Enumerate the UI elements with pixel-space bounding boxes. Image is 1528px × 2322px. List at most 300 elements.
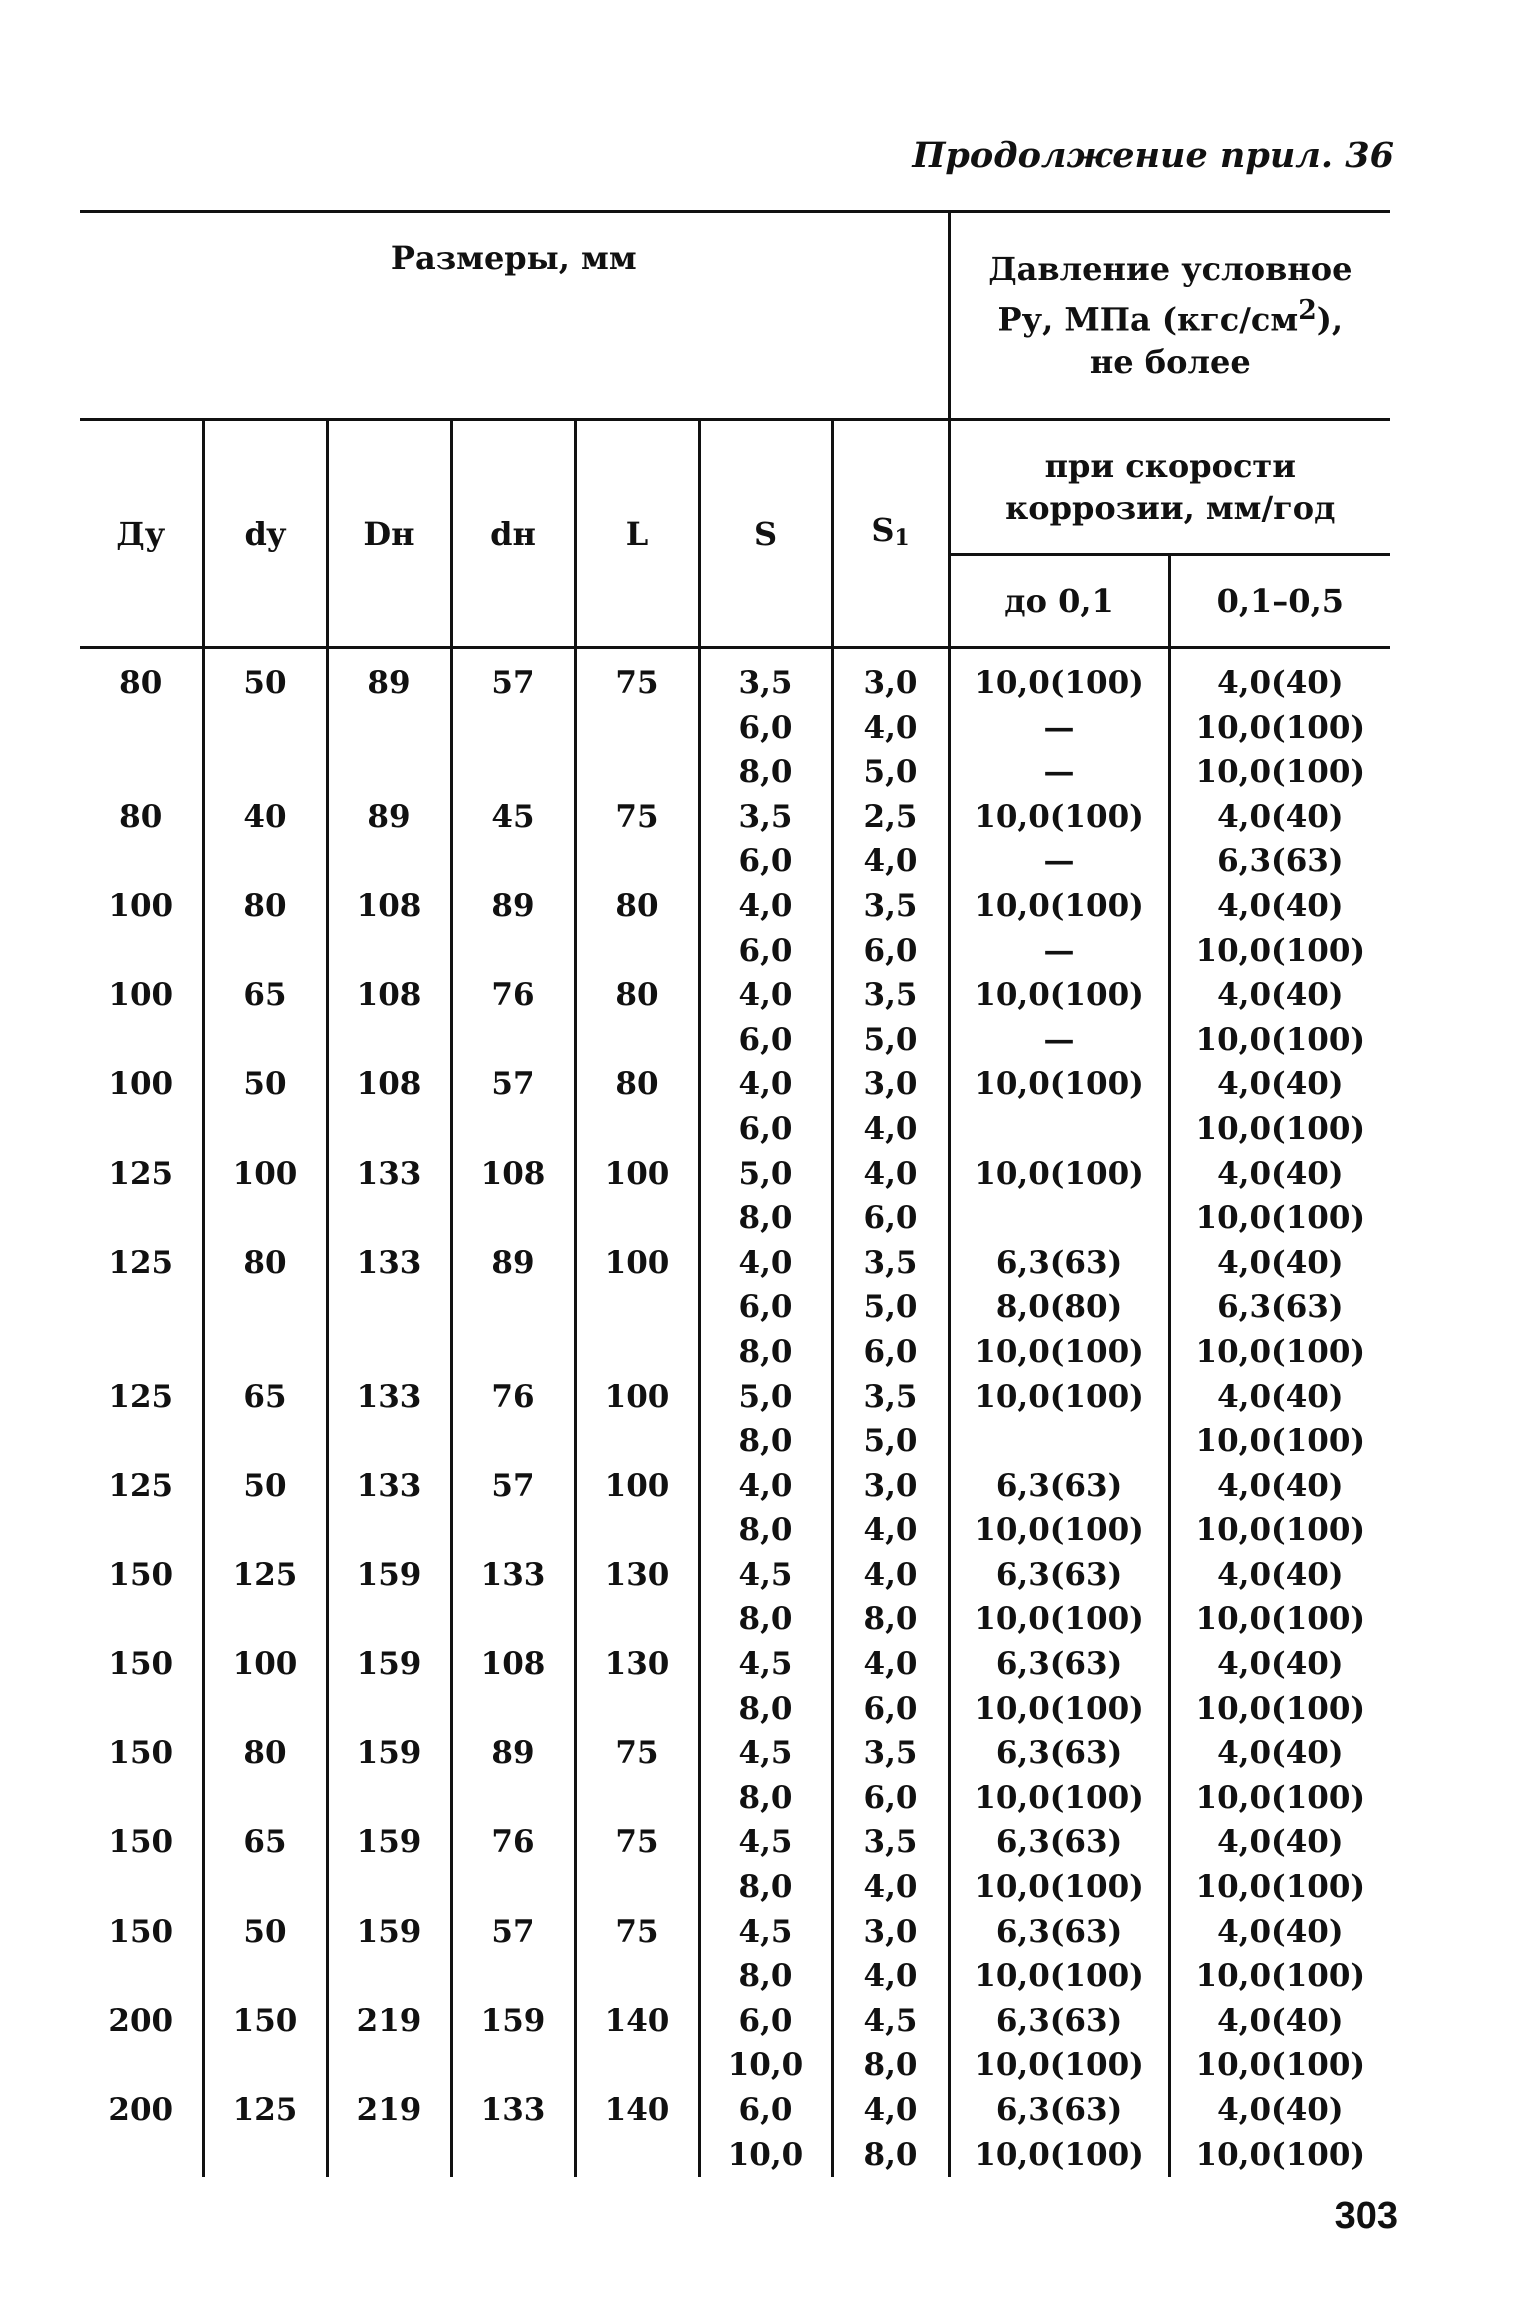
col-header-dn-big: Dн bbox=[327, 420, 451, 648]
cell-p-low: 6,3(63) bbox=[995, 2002, 1123, 2039]
cell-s1: 3,5 bbox=[863, 1824, 918, 1861]
cell-empty bbox=[80, 706, 202, 751]
cell-empty bbox=[329, 750, 450, 795]
cell-du: 100 bbox=[108, 977, 174, 1014]
cell-empty bbox=[577, 1865, 698, 1910]
cell-s1: 4,0 bbox=[863, 1869, 918, 1906]
cell-empty bbox=[453, 1776, 574, 1821]
cell-empty bbox=[80, 1597, 202, 1642]
cell-s: 10,0 bbox=[727, 2047, 804, 2084]
cell-s: 4,0 bbox=[738, 1244, 793, 1281]
cell-l: 140 bbox=[604, 2002, 670, 2039]
cell-s1: 3,0 bbox=[863, 1066, 918, 1103]
cell-p-high: 6,3(63) bbox=[1217, 1289, 1344, 1326]
cell-p-high: 4,0(40) bbox=[1217, 1467, 1344, 1504]
cell-l: 75 bbox=[615, 1735, 659, 1772]
cell-p-low: — bbox=[1043, 1021, 1075, 1058]
cell-s1: 4,0 bbox=[863, 1110, 918, 1147]
cell-l: 75 bbox=[615, 665, 659, 701]
cell-p-low: 10,0(100) bbox=[974, 1066, 1144, 1103]
cell-empty bbox=[577, 1285, 698, 1330]
cell-p-low: 6,3(63) bbox=[995, 1556, 1123, 1593]
cell-dy: 50 bbox=[243, 1913, 287, 1950]
cell-l: 100 bbox=[604, 1467, 670, 1504]
table-body bbox=[80, 648, 1390, 2178]
cell-p-high: 4,0(40) bbox=[1217, 1646, 1344, 1683]
cell-dy: 100 bbox=[232, 1646, 298, 1683]
cell-p-low: — bbox=[1043, 932, 1075, 969]
cell-empty bbox=[329, 1330, 450, 1375]
cell-p-low: 10,0(100) bbox=[974, 2047, 1144, 2084]
cell-du: 150 bbox=[108, 1735, 174, 1772]
cell-empty bbox=[577, 1018, 698, 1063]
cell-p-high: 6,3(63) bbox=[1217, 843, 1344, 880]
cell-p-high: 4,0(40) bbox=[1217, 2002, 1344, 2039]
header-sizes bbox=[80, 212, 949, 420]
cell-empty bbox=[577, 1330, 698, 1375]
cell-p-high: 10,0(100) bbox=[1195, 1200, 1366, 1237]
cell-empty bbox=[453, 1196, 574, 1241]
cell-empty bbox=[577, 839, 698, 884]
cell-p-low bbox=[951, 1196, 1168, 1241]
cell-dn-big: 133 bbox=[356, 1467, 422, 1504]
cell-p-low: 6,3(63) bbox=[995, 1646, 1123, 1683]
col-dy bbox=[203, 648, 327, 2178]
cell-s: 3,5 bbox=[738, 665, 793, 701]
cell-dn-small: 57 bbox=[491, 1467, 535, 1504]
cell-dn-big: 133 bbox=[356, 1155, 422, 1192]
cell-du: 125 bbox=[108, 1244, 174, 1281]
page-number: 303 bbox=[1334, 2195, 1398, 2237]
cell-s: 8,0 bbox=[738, 1333, 793, 1370]
cell-s1: 5,0 bbox=[863, 754, 918, 791]
cell-empty bbox=[453, 929, 574, 974]
cell-s1: 3,0 bbox=[863, 1467, 918, 1504]
cell-p-low bbox=[951, 1419, 1168, 1464]
cell-du: 150 bbox=[108, 1913, 174, 1950]
cell-p-high: 10,0(100) bbox=[1195, 1423, 1366, 1460]
col-header-l: L bbox=[575, 420, 699, 648]
header-corrosion-line1: при скорости bbox=[1044, 447, 1296, 485]
cell-s1: 5,0 bbox=[863, 1021, 918, 1058]
cell-p-low: 6,3(63) bbox=[995, 1735, 1123, 1772]
cell-empty bbox=[577, 750, 698, 795]
cell-p-low bbox=[951, 1107, 1168, 1152]
cell-p-high: 10,0(100) bbox=[1195, 1601, 1366, 1638]
cell-empty bbox=[205, 1597, 326, 1642]
cell-empty bbox=[577, 2133, 698, 2178]
cell-p-low: — bbox=[1043, 754, 1075, 791]
cell-s: 5,0 bbox=[738, 1155, 793, 1192]
cell-dn-small: 89 bbox=[491, 887, 535, 924]
cell-s: 10,0 bbox=[727, 2136, 804, 2173]
cell-p-low: 10,0(100) bbox=[974, 1378, 1144, 1415]
cell-p-high: 10,0(100) bbox=[1195, 1690, 1366, 1727]
cell-s: 8,0 bbox=[738, 1779, 793, 1816]
cell-p-low: 10,0(100) bbox=[974, 1869, 1144, 1906]
cell-dn-big: 89 bbox=[367, 798, 411, 835]
cell-dn-big: 133 bbox=[356, 1378, 422, 1415]
cell-s1: 4,0 bbox=[863, 709, 918, 746]
cell-s: 8,0 bbox=[738, 754, 793, 791]
cell-dn-small: 159 bbox=[480, 2002, 546, 2039]
cell-p-high: 4,0(40) bbox=[1217, 1913, 1344, 1950]
cell-p-high: 4,0(40) bbox=[1217, 1155, 1344, 1192]
cell-empty bbox=[577, 1776, 698, 1821]
col-dn-small bbox=[451, 648, 575, 2178]
cell-dy: 125 bbox=[232, 1556, 298, 1593]
header-pressure-line2-pre: Ру, МПа (кгс/см bbox=[997, 300, 1299, 339]
cell-s: 6,0 bbox=[738, 932, 793, 969]
cell-empty bbox=[329, 1954, 450, 1999]
cell-s1: 6,0 bbox=[863, 1333, 918, 1370]
cell-empty bbox=[80, 1330, 202, 1375]
cell-p-high: 10,0(100) bbox=[1195, 1110, 1366, 1147]
col-l bbox=[575, 648, 699, 2178]
cell-p-high: 4,0(40) bbox=[1217, 1824, 1344, 1861]
cell-dn-small: 76 bbox=[491, 977, 535, 1014]
header-pressure bbox=[949, 212, 1390, 420]
cell-p-low: 10,0(100) bbox=[974, 1690, 1144, 1727]
cell-s: 5,0 bbox=[738, 1378, 793, 1415]
cell-empty bbox=[80, 1776, 202, 1821]
cell-p-high: 10,0(100) bbox=[1195, 1958, 1366, 1995]
cell-empty bbox=[205, 929, 326, 974]
cell-s1: 3,5 bbox=[863, 1244, 918, 1281]
cell-du: 80 bbox=[119, 665, 163, 701]
cell-s1: 4,5 bbox=[863, 2002, 918, 2039]
cell-dy: 100 bbox=[232, 1155, 298, 1192]
cell-empty bbox=[329, 1107, 450, 1152]
cell-empty bbox=[453, 2133, 574, 2178]
cell-s1: 2,5 bbox=[863, 798, 918, 835]
table-caption: Продолжение прил. 36 bbox=[912, 135, 1394, 176]
cell-empty bbox=[205, 1865, 326, 1910]
cell-empty bbox=[205, 2133, 326, 2178]
cell-p-low: 10,0(100) bbox=[974, 1155, 1144, 1192]
cell-p-low: 10,0(100) bbox=[974, 665, 1144, 701]
cell-du: 150 bbox=[108, 1646, 174, 1683]
cell-empty bbox=[205, 1508, 326, 1553]
cell-empty bbox=[453, 1865, 574, 1910]
cell-p-low: 10,0(100) bbox=[974, 2136, 1144, 2173]
cell-empty bbox=[453, 1954, 574, 1999]
cell-s: 3,5 bbox=[738, 798, 793, 835]
cell-s: 4,5 bbox=[738, 1824, 793, 1861]
cell-l: 75 bbox=[615, 798, 659, 835]
cell-s: 8,0 bbox=[738, 1690, 793, 1727]
cell-s: 8,0 bbox=[738, 1423, 793, 1460]
cell-empty bbox=[205, 1954, 326, 1999]
col-p-low bbox=[949, 648, 1169, 2178]
cell-empty bbox=[80, 2133, 202, 2178]
cell-dn-small: 57 bbox=[491, 1913, 535, 1950]
cell-empty bbox=[329, 1687, 450, 1732]
cell-s: 8,0 bbox=[738, 1958, 793, 1995]
cell-s: 6,0 bbox=[738, 2092, 793, 2128]
cell-p-low: 6,3(63) bbox=[995, 1467, 1123, 1504]
cell-empty bbox=[205, 1107, 326, 1152]
cell-s1: 6,0 bbox=[863, 932, 918, 969]
cell-du: 125 bbox=[108, 1378, 174, 1415]
cell-empty bbox=[80, 1419, 202, 1464]
cell-s: 8,0 bbox=[738, 1601, 793, 1638]
cell-s: 4,5 bbox=[738, 1556, 793, 1593]
cell-l: 75 bbox=[615, 1913, 659, 1950]
cell-s: 6,0 bbox=[738, 1289, 793, 1326]
header-pressure-line3: не более bbox=[1089, 342, 1251, 381]
cell-dy: 65 bbox=[243, 1378, 287, 1415]
cell-dn-big: 108 bbox=[356, 1066, 422, 1103]
cell-empty bbox=[80, 1687, 202, 1732]
cell-p-high: 10,0(100) bbox=[1195, 932, 1366, 969]
cell-empty bbox=[80, 839, 202, 884]
col-header-rate-high: 0,1–0,5 bbox=[1169, 555, 1390, 648]
cell-l: 80 bbox=[615, 887, 659, 924]
header-pressure-line1: Давление условное bbox=[988, 250, 1353, 289]
cell-du: 100 bbox=[108, 1066, 174, 1103]
col-header-s: S bbox=[699, 420, 832, 648]
cell-p-low: 6,3(63) bbox=[995, 1244, 1123, 1281]
cell-empty bbox=[329, 1776, 450, 1821]
cell-dy: 150 bbox=[232, 2002, 298, 2039]
cell-s1: 3,5 bbox=[863, 977, 918, 1014]
cell-empty bbox=[80, 2043, 202, 2088]
cell-p-low: 10,0(100) bbox=[974, 977, 1144, 1014]
cell-l: 100 bbox=[604, 1378, 670, 1415]
cell-empty bbox=[205, 1419, 326, 1464]
cell-empty bbox=[453, 750, 574, 795]
header-sizes-label: Размеры, мм bbox=[390, 239, 637, 277]
cell-empty bbox=[205, 2043, 326, 2088]
cell-empty bbox=[453, 1419, 574, 1464]
cell-empty bbox=[205, 1687, 326, 1732]
cell-empty bbox=[329, 1597, 450, 1642]
cell-s: 6,0 bbox=[738, 843, 793, 880]
cell-s1: 3,0 bbox=[863, 665, 918, 701]
cell-dn-big: 219 bbox=[356, 2002, 422, 2039]
cell-p-high: 10,0(100) bbox=[1195, 1779, 1366, 1816]
cell-s1: 4,0 bbox=[863, 1646, 918, 1683]
cell-empty bbox=[453, 706, 574, 751]
col-header-s1 bbox=[832, 420, 949, 648]
cell-s1: 4,0 bbox=[863, 843, 918, 880]
cell-dn-big: 133 bbox=[356, 1244, 422, 1281]
cell-empty bbox=[329, 2043, 450, 2088]
cell-s: 8,0 bbox=[738, 1512, 793, 1549]
cell-empty bbox=[577, 1954, 698, 1999]
cell-dy: 125 bbox=[232, 2092, 298, 2128]
cell-dn-small: 89 bbox=[491, 1735, 535, 1772]
cell-s1: 6,0 bbox=[863, 1690, 918, 1727]
cell-s1: 4,0 bbox=[863, 1556, 918, 1593]
cell-s: 4,0 bbox=[738, 887, 793, 924]
cell-s1: 8,0 bbox=[863, 1601, 918, 1638]
cell-empty bbox=[80, 750, 202, 795]
cell-empty bbox=[329, 1018, 450, 1063]
cell-empty bbox=[453, 1285, 574, 1330]
cell-dy: 50 bbox=[243, 665, 287, 701]
cell-dy: 80 bbox=[243, 1244, 287, 1281]
cell-dy: 65 bbox=[243, 977, 287, 1014]
cell-s: 6,0 bbox=[738, 2002, 793, 2039]
cell-empty bbox=[205, 1196, 326, 1241]
cell-empty bbox=[577, 706, 698, 751]
cell-empty bbox=[453, 1018, 574, 1063]
cell-p-low: 10,0(100) bbox=[974, 887, 1144, 924]
cell-dn-small: 57 bbox=[491, 1066, 535, 1103]
cell-s: 4,0 bbox=[738, 1467, 793, 1504]
cell-s1: 4,0 bbox=[863, 1155, 918, 1192]
cell-p-low: 10,0(100) bbox=[974, 1779, 1144, 1816]
cell-s1: 4,0 bbox=[863, 2092, 918, 2128]
cell-empty bbox=[80, 1865, 202, 1910]
cell-dn-big: 159 bbox=[356, 1646, 422, 1683]
cell-p-high: 4,0(40) bbox=[1217, 887, 1344, 924]
cell-empty bbox=[453, 2043, 574, 2088]
cell-p-high: 4,0(40) bbox=[1217, 1735, 1344, 1772]
cell-du: 125 bbox=[108, 1155, 174, 1192]
cell-dn-small: 76 bbox=[491, 1378, 535, 1415]
cell-p-high: 10,0(100) bbox=[1195, 709, 1366, 746]
cell-dn-small: 133 bbox=[480, 2092, 546, 2128]
cell-empty bbox=[80, 1018, 202, 1063]
cell-p-high: 10,0(100) bbox=[1195, 1021, 1366, 1058]
cell-s1: 8,0 bbox=[863, 2136, 918, 2173]
cell-s: 4,5 bbox=[738, 1913, 793, 1950]
header-pressure-line2 bbox=[952, 290, 1390, 341]
cell-s: 4,5 bbox=[738, 1735, 793, 1772]
cell-empty bbox=[329, 839, 450, 884]
cell-dn-big: 108 bbox=[356, 977, 422, 1014]
cell-empty bbox=[453, 1107, 574, 1152]
cell-dy: 50 bbox=[243, 1066, 287, 1103]
cell-p-high: 10,0(100) bbox=[1195, 2047, 1366, 2084]
cell-p-high: 10,0(100) bbox=[1195, 754, 1366, 791]
cell-l: 100 bbox=[604, 1244, 670, 1281]
cell-empty bbox=[205, 839, 326, 884]
cell-empty bbox=[329, 706, 450, 751]
cell-p-high: 4,0(40) bbox=[1217, 665, 1344, 701]
header-corrosion bbox=[949, 420, 1390, 555]
cell-dn-big: 159 bbox=[356, 1913, 422, 1950]
cell-s: 8,0 bbox=[738, 1869, 793, 1906]
cell-empty bbox=[577, 1687, 698, 1732]
cell-du: 80 bbox=[119, 798, 163, 835]
cell-du: 200 bbox=[108, 2092, 174, 2128]
col-header-s1-sub: 1 bbox=[894, 524, 910, 551]
col-header-s1-main: S bbox=[871, 510, 895, 549]
cell-du: 200 bbox=[108, 2002, 174, 2039]
cell-dn-small: 45 bbox=[491, 798, 535, 835]
col-header-rate-low: до 0,1 bbox=[949, 555, 1169, 648]
cell-empty bbox=[205, 1330, 326, 1375]
col-s bbox=[699, 648, 832, 2178]
cell-p-low: 10,0(100) bbox=[974, 798, 1144, 835]
cell-dn-small: 133 bbox=[480, 1556, 546, 1593]
cell-dn-big: 219 bbox=[356, 2092, 422, 2128]
cell-empty bbox=[329, 1285, 450, 1330]
cell-p-high: 4,0(40) bbox=[1217, 798, 1344, 835]
cell-dn-small: 76 bbox=[491, 1824, 535, 1861]
cell-s: 6,0 bbox=[738, 1021, 793, 1058]
cell-empty bbox=[577, 929, 698, 974]
cell-s1: 3,5 bbox=[863, 1378, 918, 1415]
cell-s1: 8,0 bbox=[863, 2047, 918, 2084]
cell-du: 150 bbox=[108, 1556, 174, 1593]
cell-p-high: 4,0(40) bbox=[1217, 1378, 1344, 1415]
cell-s1: 6,0 bbox=[863, 1779, 918, 1816]
cell-dn-small: 108 bbox=[480, 1155, 546, 1192]
cell-empty bbox=[329, 1196, 450, 1241]
cell-empty bbox=[577, 1419, 698, 1464]
cell-p-low: — bbox=[1043, 709, 1075, 746]
cell-s: 4,5 bbox=[738, 1646, 793, 1683]
cell-p-high: 4,0(40) bbox=[1217, 1244, 1344, 1281]
cell-empty bbox=[453, 1508, 574, 1553]
cell-dn-small: 108 bbox=[480, 1646, 546, 1683]
cell-p-low: 10,0(100) bbox=[974, 1958, 1144, 1995]
cell-dy: 80 bbox=[243, 1735, 287, 1772]
cell-empty bbox=[205, 1018, 326, 1063]
cell-dn-big: 159 bbox=[356, 1735, 422, 1772]
cell-empty bbox=[329, 2133, 450, 2178]
cell-p-low: 6,3(63) bbox=[995, 1824, 1123, 1861]
cell-dn-big: 159 bbox=[356, 1556, 422, 1593]
cell-l: 130 bbox=[604, 1646, 670, 1683]
cell-s1: 3,0 bbox=[863, 1913, 918, 1950]
header-corrosion-line2: коррозии, мм/год bbox=[1005, 489, 1336, 527]
cell-s1: 3,5 bbox=[863, 1735, 918, 1772]
cell-empty bbox=[453, 1597, 574, 1642]
cell-du: 125 bbox=[108, 1467, 174, 1504]
cell-dy: 40 bbox=[243, 798, 287, 835]
cell-s: 6,0 bbox=[738, 709, 793, 746]
cell-p-high: 4,0(40) bbox=[1217, 1556, 1344, 1593]
cell-p-high: 10,0(100) bbox=[1195, 1333, 1366, 1370]
cell-p-low: 6,3(63) bbox=[995, 2092, 1123, 2128]
cell-s1: 5,0 bbox=[863, 1423, 918, 1460]
cell-empty bbox=[80, 1196, 202, 1241]
cell-empty bbox=[80, 929, 202, 974]
header-pressure-line2-post: ), bbox=[1316, 300, 1344, 339]
cell-dn-big: 89 bbox=[367, 665, 411, 701]
col-p-high bbox=[1169, 648, 1390, 2178]
cell-empty bbox=[453, 839, 574, 884]
cell-dy: 50 bbox=[243, 1467, 287, 1504]
cell-p-low: 10,0(100) bbox=[974, 1333, 1144, 1370]
cell-s1: 3,5 bbox=[863, 887, 918, 924]
cell-empty bbox=[329, 929, 450, 974]
cell-empty bbox=[329, 1508, 450, 1553]
cell-s: 4,0 bbox=[738, 977, 793, 1014]
cell-empty bbox=[453, 1687, 574, 1732]
cell-p-high: 4,0(40) bbox=[1217, 1066, 1344, 1103]
cell-s1: 4,0 bbox=[863, 1512, 918, 1549]
cell-empty bbox=[80, 1508, 202, 1553]
cell-p-low: 10,0(100) bbox=[974, 1512, 1144, 1549]
cell-dy: 80 bbox=[243, 887, 287, 924]
cell-l: 140 bbox=[604, 2092, 670, 2128]
cell-p-high: 10,0(100) bbox=[1195, 2136, 1366, 2173]
cell-l: 100 bbox=[604, 1155, 670, 1192]
cell-s: 6,0 bbox=[738, 1110, 793, 1147]
cell-empty bbox=[577, 1597, 698, 1642]
col-header-dn-small: dн bbox=[451, 420, 575, 648]
table-row bbox=[80, 648, 1390, 2178]
cell-s: 8,0 bbox=[738, 1200, 793, 1237]
header-pressure-line2-sup: 2 bbox=[1298, 295, 1317, 327]
